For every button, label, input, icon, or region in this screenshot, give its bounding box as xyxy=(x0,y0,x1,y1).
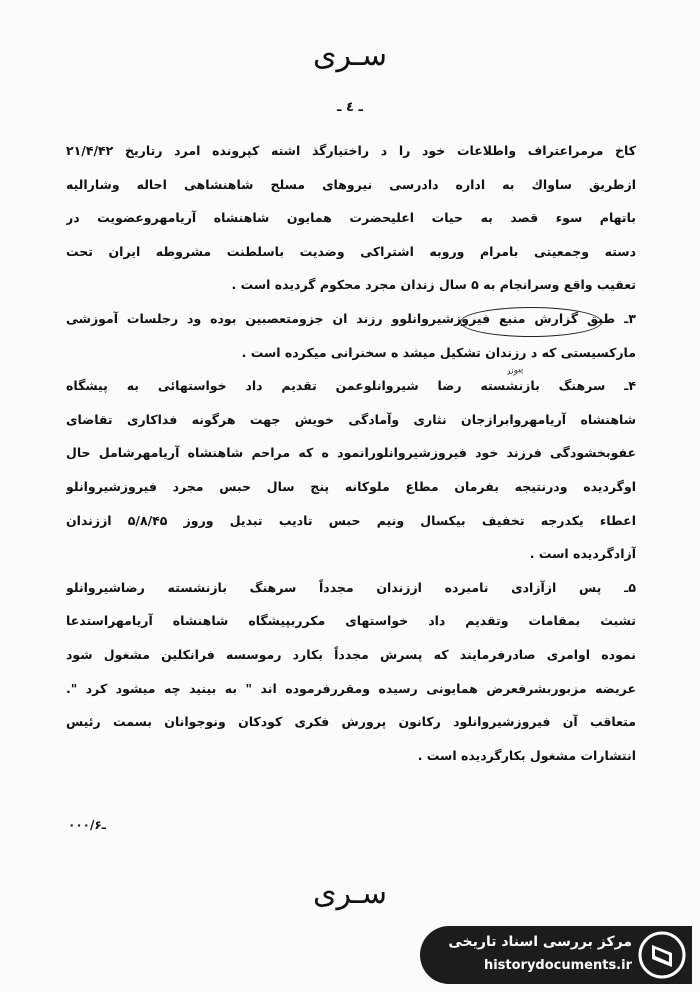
body-line: تعقیب واقع وسرانجام به ۵ سال زندان مجرد محکوم گردیده است . xyxy=(231,277,636,293)
body-line: مارکسیستی که د رزندان تشکیل میشد ه سخنرانی میکرده است . xyxy=(241,344,636,360)
archive-url: historydocuments.ir xyxy=(483,958,632,973)
body-line: ۴ـ سرهنگ بازنشسته رضا شیروانلوعمن تقدیم داد خواستهائی به پیشگاه xyxy=(66,378,636,394)
body-line: ۳ـ طبق گزارش منبع فیروزشیروانلوو رزند ان جزومتعصبین بوده ود رجلسات آموزشی xyxy=(66,310,636,326)
classification-footer: سـرى xyxy=(313,876,387,911)
body-line: عفوبخشودگی فرزند خود فیروزشیروانلورانمود ه که مراحم شاهنشاه آریامهرشامل حال xyxy=(66,445,636,461)
body-line: شاهنشاه آریامهروابرازجان نثاری وآمادگی خویش جهت هرگونه فداکاری تقاضای xyxy=(66,411,636,427)
body-line: کاخ مرمراعتراف واطلاعات خود را د راختیارگذ اشته کپرونده امرد رتاریخ ۲۱/۴/۴۲ xyxy=(66,143,636,158)
classification-header: سـرى xyxy=(313,38,387,73)
body-line: ازطریق ساواك به اداره دادرسی نیروهای مسلح شاهنشاهی احاله وشارالیه xyxy=(66,176,636,192)
body-line: اوگردیده ودرنتیجه بفرمان مطاع ملوکانه پنج سال حبس مجرد فیروزشیروانلو xyxy=(66,478,636,494)
document-body xyxy=(66,134,636,772)
body-line: اعطاء یکدرجه تخفیف بیکسال ونیم حبس تادیب تبدیل وروز ۵/۸/۴۵ اززندان xyxy=(66,512,636,528)
body-line: عریضه مزبوربشرفعرض همایونی رسیده ومقررفرموده اند " به بینید چه میشود کرد ". xyxy=(66,680,636,696)
body-line: متعاقب آن فیروزشیروانلود رکانون پرورش فکری کودکان ونوجوانان بسمت رئیس xyxy=(66,714,636,730)
body-line: آزادگردیده است . xyxy=(529,546,636,562)
body-line: باتهام سوء قصد به حیات اعلیحضرت همایون شاهنشاه آریامهروعضویت در xyxy=(66,210,636,226)
archive-name: مرکز بررسی اسناد تاریخی xyxy=(448,934,632,950)
reference-number: ۰۰۰/ـ۶ xyxy=(68,818,106,832)
archive-watermark xyxy=(420,926,692,984)
body-line: ۵ـ پس ازآزادی نامبرده اززندان مجدداً سرهنگ بازنشسته رضاشیروانلو xyxy=(66,579,636,595)
body-line: نموده اوامری صادرفرمایند که پسرش مجدداً بکارد رموسسه فرانکلین مشغول شود xyxy=(66,646,636,662)
body-line: دسته وجمعیتی بامرام وروبه اشتراکی وضدیت باسلطنت مشروطه ایران تحت xyxy=(66,243,636,259)
body-line: انتشارات مشغول بکارگردیده است . xyxy=(417,747,636,763)
handwritten-margin-note: پیوند xyxy=(505,364,524,378)
page-number: ـ ٤ ـ xyxy=(337,100,363,115)
archive-logo-icon xyxy=(638,931,686,979)
body-line: تشبث بمقامات وتقدیم داد خواستهای مکرربپیشگاه شاهنشاه آریامهراستدعا xyxy=(66,613,636,629)
